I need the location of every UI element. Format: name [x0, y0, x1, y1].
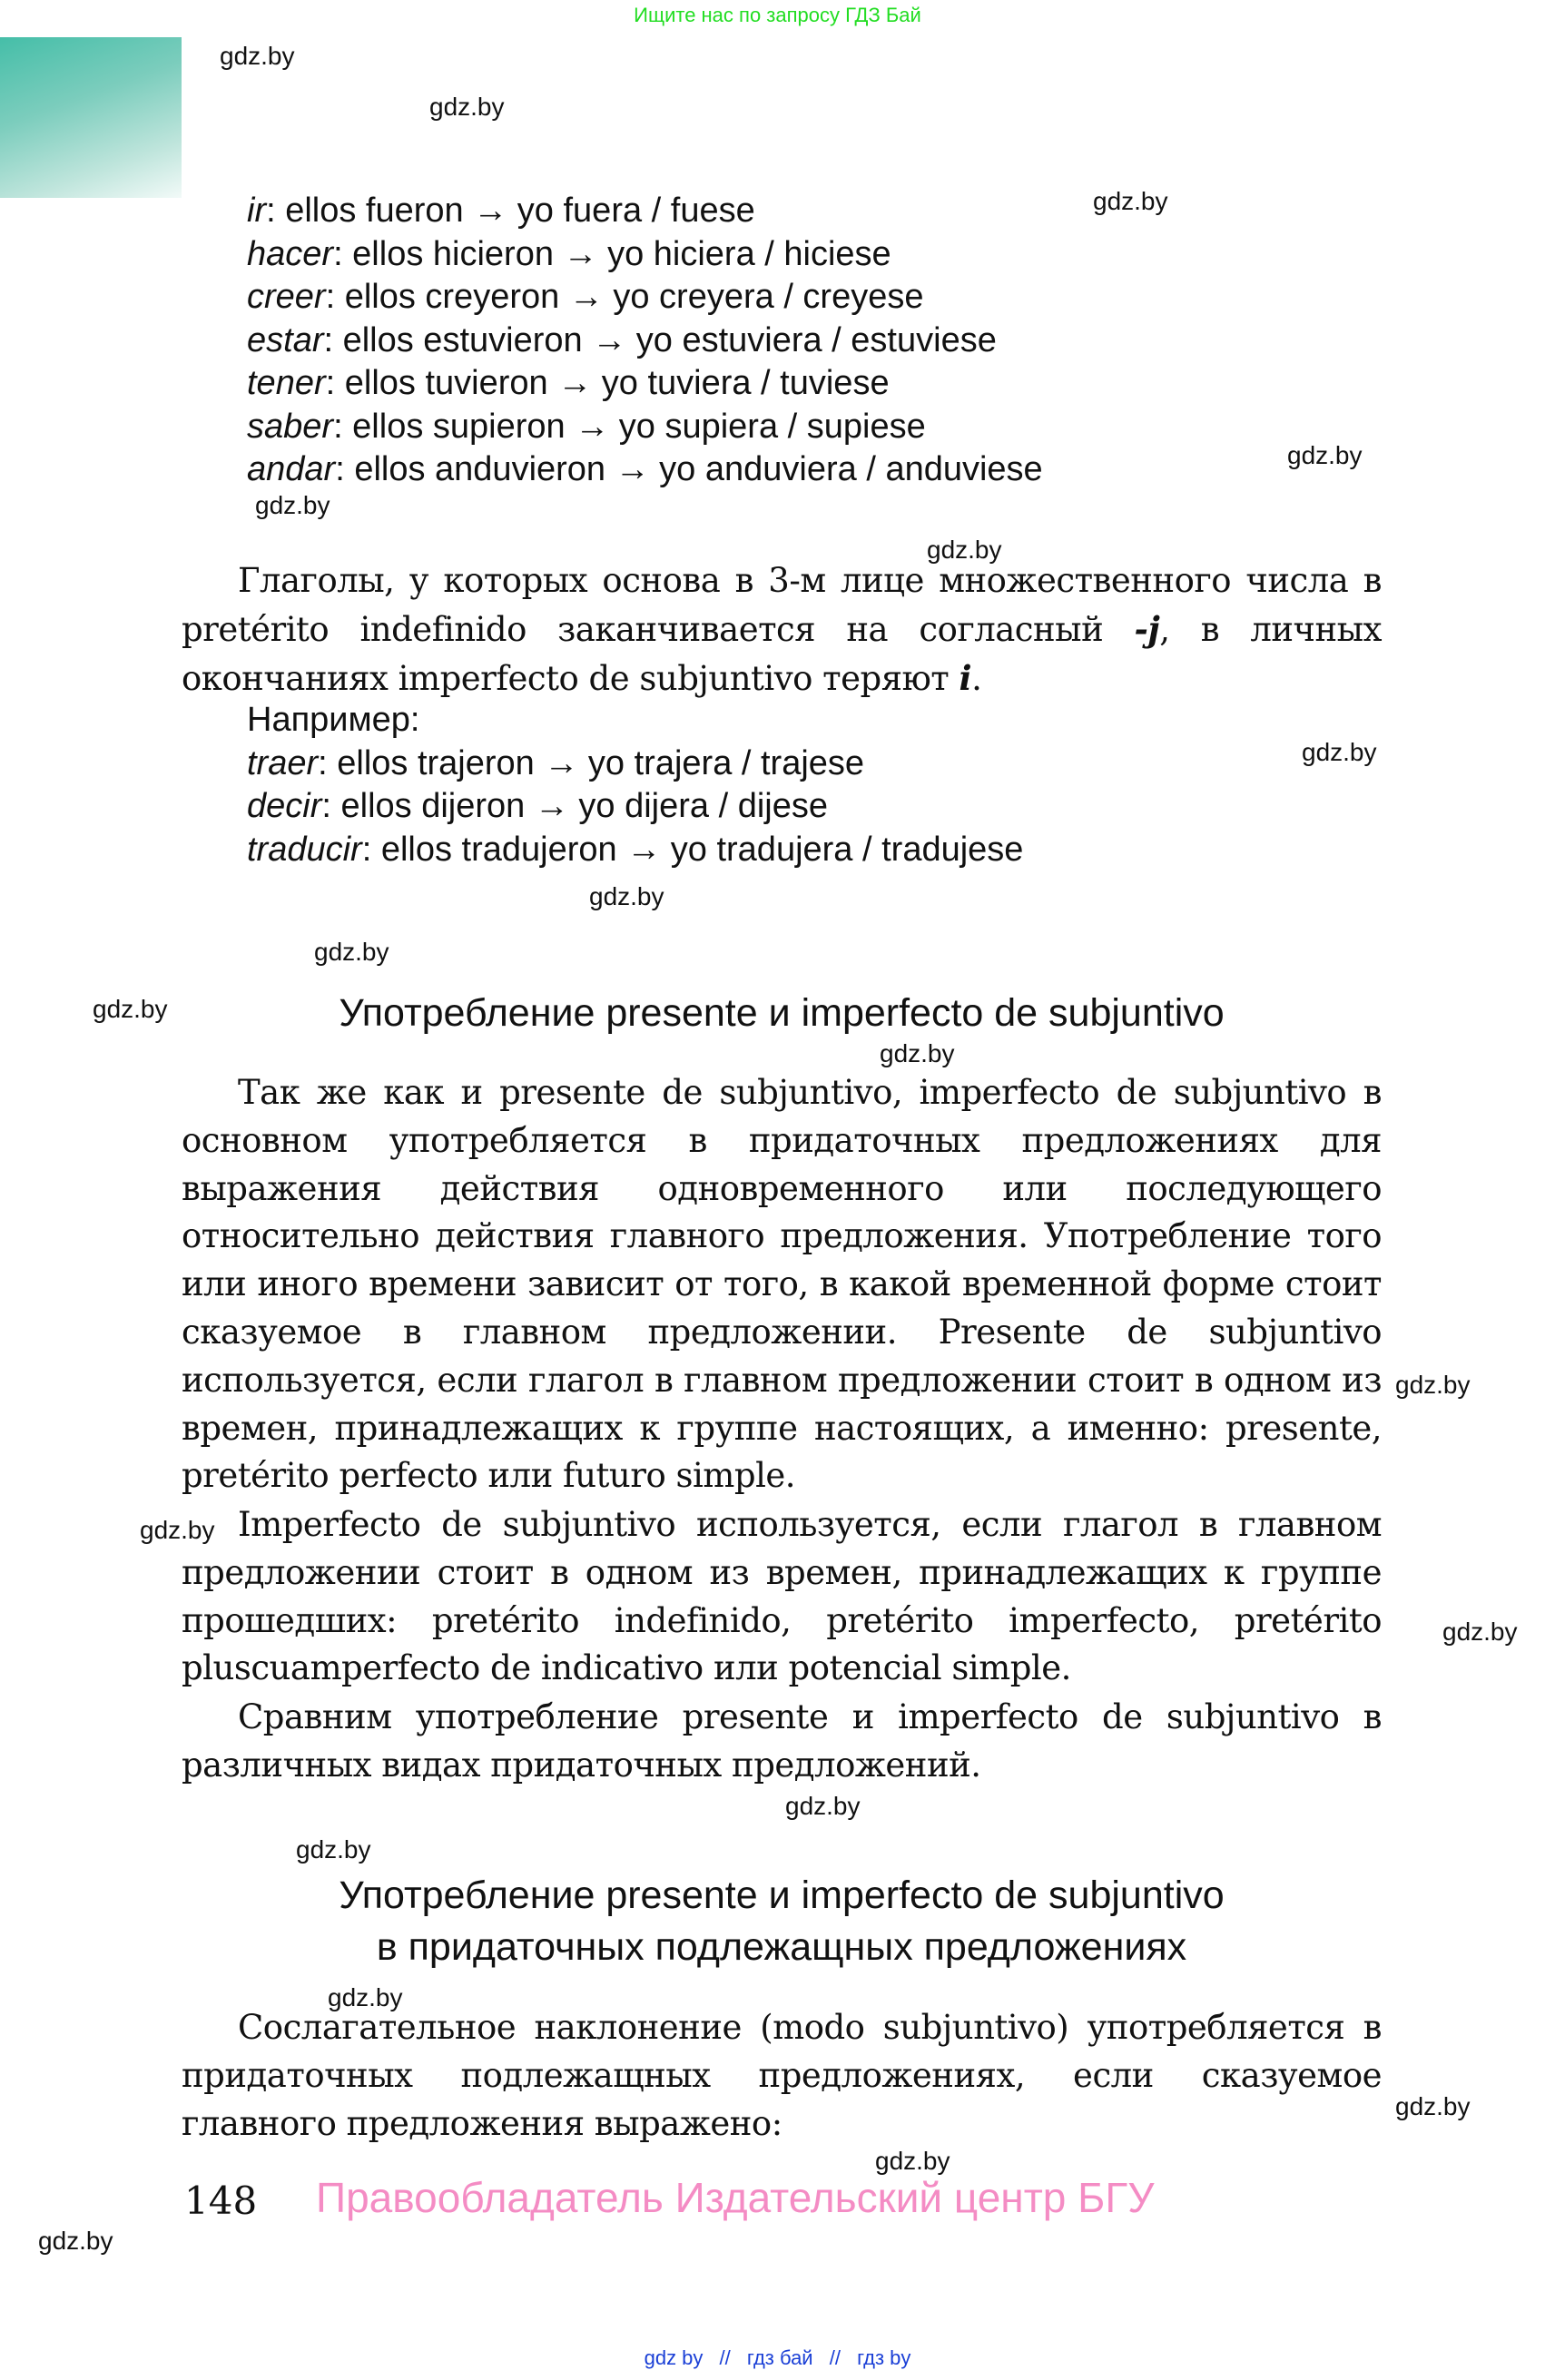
footer-link-gdz-by-2[interactable]: гдз by: [857, 2346, 911, 2369]
watermark: gdz.by: [140, 1516, 215, 1544]
footer-separator: //: [829, 2346, 841, 2369]
example-line: creer: ellos creyeron → yo creyera / creyese: [247, 278, 924, 316]
example-line: estar: ellos estuvieron → yo estuviera / estuviese: [247, 320, 997, 359]
paragraph-compare: Сравним употребление presente и imperfecto de subjuntivo в различных видах придаточных предложений.: [182, 1697, 1382, 1785]
example-line: decir: ellos dijeron → yo dijera / dijese: [247, 787, 828, 825]
watermark: gdz.by: [1395, 1371, 1471, 1399]
paragraph-usage-imperfecto: Imperfecto de subjuntivo используется, если глагол в главном предложении стоит в одном из времен, принадлежащих к группе прошедших: pretérito indefinido, pretérito imperfecto, pretérito pluscuamperfecto de indicativo или potencial simple.: [182, 1505, 1382, 1688]
paragraph-j-rule: Глаголы, у которых основа в 3-м лице множественного числа в pretérito indefinido заканчивается на согласный -j, в личных окончаниях imperfecto de subjuntivo теряют i.: [182, 561, 1382, 698]
example-list-irregular: [247, 190, 1043, 492]
watermark: gdz.by: [328, 1983, 403, 2011]
watermark: gdz.by: [1093, 187, 1168, 215]
watermark: gdz.by: [296, 1835, 371, 1864]
watermark: gdz.by: [1442, 1618, 1518, 1646]
example-line: traer: ellos trajeron → yo trajera / trajese: [247, 743, 865, 782]
watermark: gdz.by: [38, 2227, 113, 2255]
example-line: traducir: ellos tradujeron → yo tradujera / tradujese: [247, 830, 1024, 869]
example-line: andar: ellos anduvieron → yo anduviera / anduviese: [247, 450, 1043, 488]
watermark: gdz.by: [1287, 441, 1363, 469]
watermark: gdz.by: [93, 995, 168, 1023]
watermark: gdz.by: [220, 42, 295, 70]
subsection-heading: Употребление presente и imperfecto de subjuntivo в придаточных подлежащных предложениях: [339, 1874, 1225, 1969]
watermark: gdz.by: [927, 536, 1002, 564]
footer-separator: //: [719, 2346, 731, 2369]
watermark: gdz.by: [255, 491, 330, 519]
watermark: gdz.by: [1395, 2092, 1471, 2120]
page-number: 148: [184, 2178, 258, 2223]
paragraph-subject-clauses: Сослагательное наклонение (modo subjuntivo) употребляется в придаточных подлежащных предложениях, если сказуемое главного предложения выражено:: [182, 2008, 1382, 2143]
example-line: tener: ellos tuvieron → yo tuviera / tuviese: [247, 364, 890, 402]
paragraph-usage-presente: Так же как и presente de subjuntivo, imperfecto de subjuntivo в основном употребляется в придаточных предложениях для выражения действия одновременного или последующего относительно действия главного предложения. Употребление того или иного времени зависит от того, в какой временной форме стоит сказуемое в главном предложении. Presente de subjuntivo используется, если глагол в главном предложении стоит в одном из времен, принадлежащих к группе настоящих, а именно: presente, pretérito perfecto или futuro simple.: [182, 1073, 1382, 1496]
example-list-j-verbs: [247, 699, 1023, 871]
watermark: gdz.by: [429, 93, 505, 121]
watermark: gdz.by: [880, 1039, 955, 1067]
watermark: gdz.by: [314, 938, 389, 966]
example-line: saber: ellos supieron → yo supiera / supiese: [247, 407, 926, 446]
watermark: gdz.by: [589, 882, 664, 910]
example-line: ir: ellos fueron → yo fuera / fuese: [247, 192, 755, 230]
watermark: gdz.by: [785, 1792, 861, 1820]
corner-decoration: [0, 37, 182, 198]
footer-link-gdz-by[interactable]: gdz by: [644, 2346, 704, 2369]
watermark: gdz.by: [1302, 738, 1377, 766]
watermark: gdz.by: [875, 2147, 950, 2175]
example-label: Например:: [247, 701, 420, 739]
example-line: hacer: ellos hicieron → yo hiciera / hiciese: [247, 234, 891, 273]
top-banner[interactable]: Ищите нас по запросу ГДЗ Бай: [634, 4, 921, 26]
footer-links: [0, 2346, 1555, 2370]
copyright-notice: Правообладатель Издательский центр БГУ: [316, 2174, 1155, 2221]
footer-link-gdz-bai[interactable]: гдз бай: [746, 2346, 813, 2369]
section-heading: Употребление presente и imperfecto de subjuntivo: [339, 991, 1225, 1035]
